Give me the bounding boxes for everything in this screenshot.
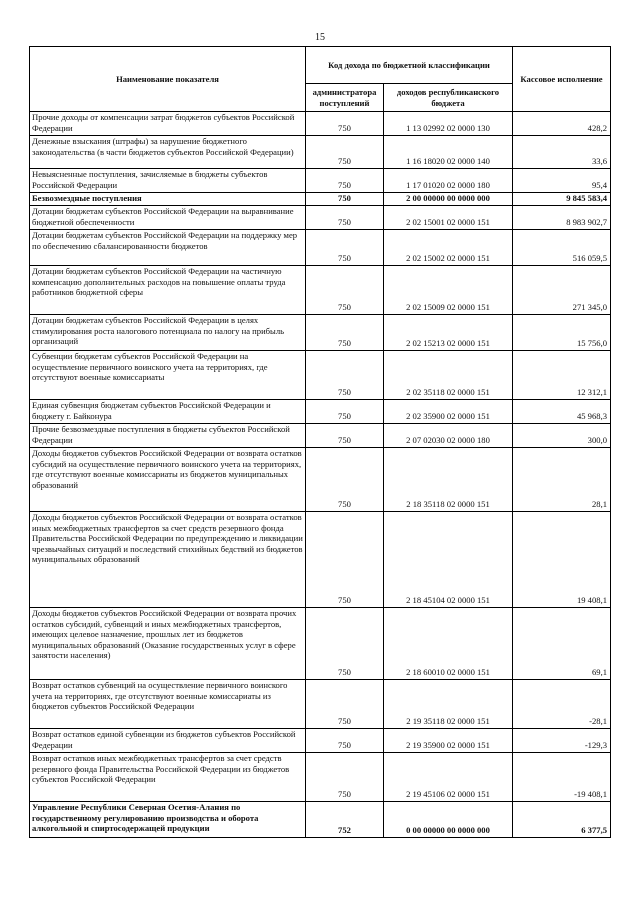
row-amount: 8 983 902,7 [513,206,611,230]
row-amount: 15 756,0 [513,315,611,351]
row-name: Невыясненные поступления, зачисляемые в бюджеты субъектов Российской Федерации [30,169,306,193]
row-name: Прочие безвозмездные поступления в бюджеты субъектов Российской Федерации [30,424,306,448]
table-row [30,169,611,193]
row-amount: 271 345,0 [513,266,611,315]
row-name: Денежные взыскания (штрафы) за нарушение бюджетного законодательства (в части бюджетов субъектов Российской Федерации) [30,136,306,169]
row-amount: 28,1 [513,448,611,512]
table-row [30,193,611,206]
row-amount: 19 408,1 [513,512,611,608]
table-row [30,729,611,753]
table-row [30,424,611,448]
row-name: Дотации бюджетам субъектов Российской Федерации в целях стимулирования роста налогового потенциала по налогу на прибыль организаций [30,315,306,351]
row-amount: 69,1 [513,608,611,680]
row-admin-code: 750 [306,351,384,400]
row-amount: 95,4 [513,169,611,193]
row-name: Безвозмездные поступления [30,193,306,206]
row-amount: -19 408,1 [513,753,611,802]
row-revenue-code: 2 02 15009 02 0000 151 [384,266,513,315]
table-row [30,351,611,400]
row-revenue-code: 2 18 60010 02 0000 151 [384,608,513,680]
table-row [30,753,611,802]
row-revenue-code: 2 19 35118 02 0000 151 [384,680,513,729]
row-amount: 9 845 583,4 [513,193,611,206]
row-name: Дотации бюджетам субъектов Российской Федерации на частичную компенсацию дополнительных расходов на повышение оплаты труда работников бюджетной сферы [30,266,306,315]
row-revenue-code: 2 02 35900 02 0000 151 [384,400,513,424]
row-admin-code: 750 [306,193,384,206]
row-revenue-code: 2 02 15213 02 0000 151 [384,315,513,351]
table-row [30,315,611,351]
row-name: Доходы бюджетов субъектов Российской Федерации от возврата остатков иных межбюджетных трансфертов за счет средств резервного фонда Правительства Российской Федерации по предупреждению и ликвидации чрезвычайных ситуаций и последствий стихийных бедствий из бюджетов муниципальных образований [30,512,306,608]
row-name: Прочие доходы от компенсации затрат бюджетов субъектов Российской Федерации [30,112,306,136]
row-name: Дотации бюджетам субъектов Российской Федерации на выравнивание бюджетной обеспеченности [30,206,306,230]
row-name: Доходы бюджетов субъектов Российской Федерации от возврата остатков субсидий на осуществление первичного воинского учета на территориях, где отсутствуют военные комиссариаты из бюджетов муниципальных образований [30,448,306,512]
budget-table [29,46,611,838]
row-amount: 300,0 [513,424,611,448]
table-row [30,400,611,424]
table-row [30,608,611,680]
row-admin-code: 752 [306,802,384,838]
row-name: Единая субвенция бюджетам субъектов Российской Федерации и бюджету г. Байконура [30,400,306,424]
table-row [30,206,611,230]
row-amount: 428,2 [513,112,611,136]
row-admin-code: 750 [306,400,384,424]
table-row [30,448,611,512]
row-admin-code: 750 [306,512,384,608]
row-revenue-code: 2 02 15002 02 0000 151 [384,230,513,266]
row-name: Дотации бюджетам субъектов Российской Федерации на поддержку мер по обеспечению сбалансированности бюджетов [30,230,306,266]
page-number: 15 [315,32,325,43]
table-row [30,266,611,315]
row-admin-code: 750 [306,230,384,266]
row-admin-code: 750 [306,448,384,512]
row-revenue-code: 1 16 18020 02 0000 140 [384,136,513,169]
row-amount: 33,6 [513,136,611,169]
row-revenue-code: 2 19 45106 02 0000 151 [384,753,513,802]
row-amount: 45 968,3 [513,400,611,424]
table-row [30,512,611,608]
row-revenue-code: 2 19 35900 02 0000 151 [384,729,513,753]
row-admin-code: 750 [306,136,384,169]
row-revenue-code: 1 17 01020 02 0000 180 [384,169,513,193]
header-amount: Кассовое исполнение [513,47,611,112]
row-amount: 6 377,5 [513,802,611,838]
row-admin-code: 750 [306,206,384,230]
header-name: Наименование показателя [30,47,306,112]
row-name: Возврат остатков единой субвенции из бюджетов субъектов Российской Федерации [30,729,306,753]
row-revenue-code: 0 00 00000 00 0000 000 [384,802,513,838]
row-admin-code: 750 [306,266,384,315]
table-row [30,680,611,729]
header-code-group: Код дохода по бюджетной классификации [306,47,513,84]
row-admin-code: 750 [306,424,384,448]
row-admin-code: 750 [306,169,384,193]
row-revenue-code: 2 18 45104 02 0000 151 [384,512,513,608]
header-admin: администратора поступлений [306,84,384,112]
row-revenue-code: 1 13 02992 02 0000 130 [384,112,513,136]
row-admin-code: 750 [306,315,384,351]
row-admin-code: 750 [306,680,384,729]
row-revenue-code: 2 02 35118 02 0000 151 [384,351,513,400]
row-amount: 516 059,5 [513,230,611,266]
row-admin-code: 750 [306,112,384,136]
row-admin-code: 750 [306,753,384,802]
header-code: доходов республиканского бюджета [384,84,513,112]
row-admin-code: 750 [306,729,384,753]
row-revenue-code: 2 07 02030 02 0000 180 [384,424,513,448]
row-revenue-code: 2 02 15001 02 0000 151 [384,206,513,230]
row-name: Возврат остатков субвенций на осуществление первичного воинского учета на территориях, где отсутствуют военные комиссариаты из бюджетов субъектов Российской Федерации [30,680,306,729]
table-row [30,112,611,136]
row-amount: -129,3 [513,729,611,753]
row-revenue-code: 2 00 00000 00 0000 000 [384,193,513,206]
row-name: Управление Республики Северная Осетия-Алания по государственному регулированию производства и оборота алкогольной и спиртосодержащей продукции [30,802,306,838]
row-admin-code: 750 [306,608,384,680]
row-name: Возврат остатков иных межбюджетных трансфертов за счет средств резервного фонда Правительства Российской Федерации из бюджетов субъектов Российской Федерации [30,753,306,802]
table-row [30,802,611,838]
row-name: Субвенции бюджетам субъектов Российской Федерации на осуществление первичного воинского учета на территориях, где отсутствуют военные комиссариаты [30,351,306,400]
row-amount: 12 312,1 [513,351,611,400]
table-row [30,230,611,266]
row-amount: -28,1 [513,680,611,729]
table-row [30,136,611,169]
table-body [30,112,611,838]
row-revenue-code: 2 18 35118 02 0000 151 [384,448,513,512]
row-name: Доходы бюджетов субъектов Российской Федерации от возврата прочих остатков субсидий, субвенций и иных межбюджетных трансфертов, имеющих целевое назначение, прошлых лет из бюджетов муниципальных образований (Оказание государственных услуг в сфере занятости населения) [30,608,306,680]
